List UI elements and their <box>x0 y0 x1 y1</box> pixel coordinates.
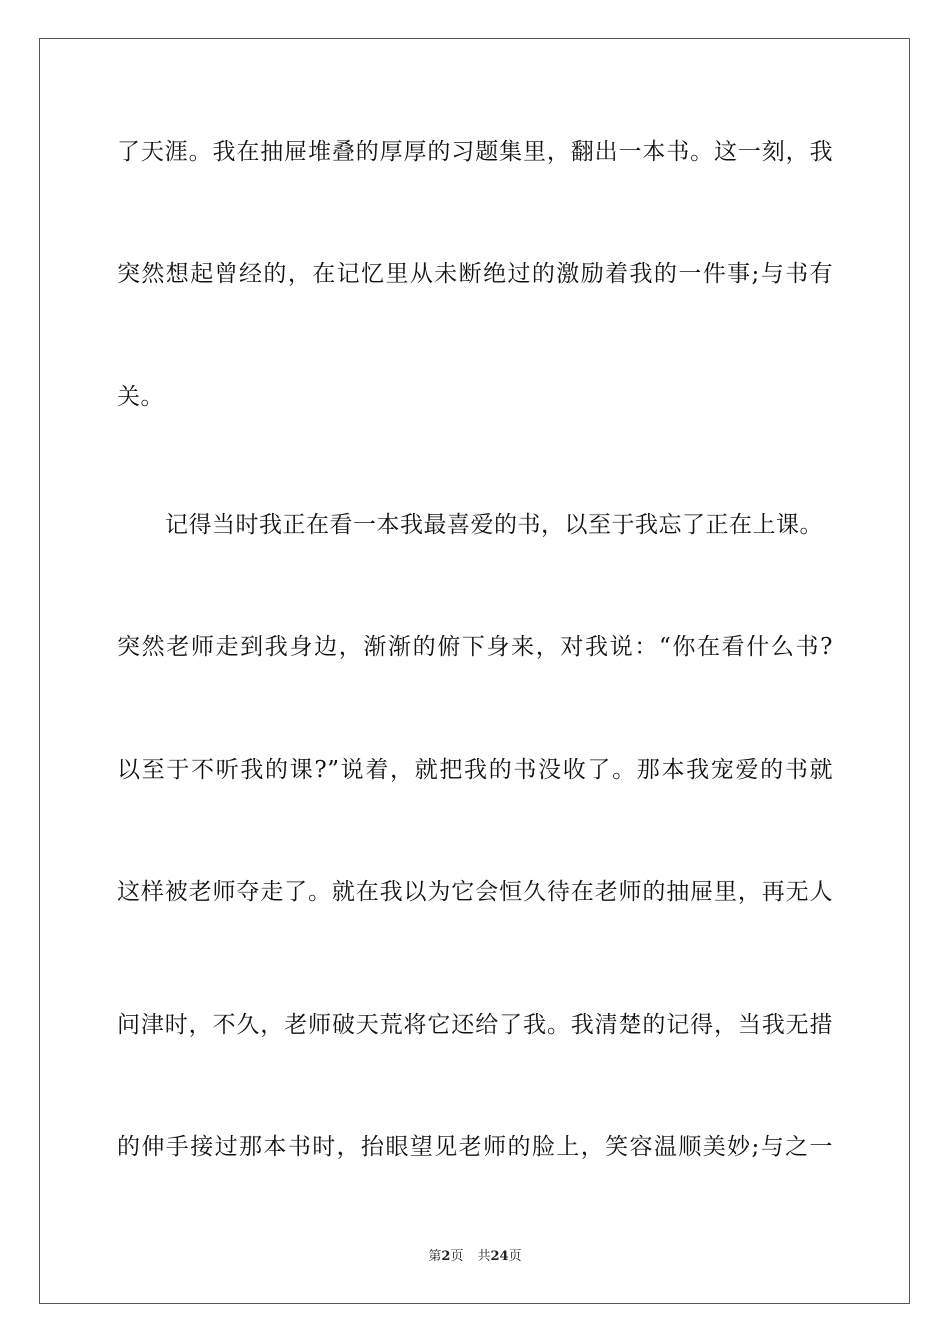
page-prefix: 第 <box>428 1249 442 1264</box>
total-prefix: 共 <box>477 1249 491 1264</box>
page-unit: 页 <box>450 1249 464 1264</box>
text-line-8: 问津时，不久，老师破天荒将它还给了我。我清楚的记得，当我无措 <box>117 1012 833 1038</box>
text-line-6: 以至于不听我的课?”说着，就把我的书没收了。那本我宠爱的书就 <box>117 757 833 783</box>
text-line-9: 的伸手接过那本书时，抬眼望见老师的脸上，笑容温顺美妙;与之一 <box>117 1134 833 1160</box>
text-line-4: 记得当时我正在看一本我最喜爱的书，以至于我忘了正在上课。 <box>165 512 823 538</box>
text-line-5: 突然老师走到我身边，渐渐的俯下身来，对我说：“你在看什么书? <box>117 634 833 660</box>
text-line-2: 突然想起曾经的，在记忆里从未断绝过的激励着我的一件事;与书有 <box>117 261 833 287</box>
text-line-1: 了天涯。我在抽屉堆叠的厚厚的习题集里，翻出一本书。这一刻，我 <box>117 139 833 165</box>
text-line-3: 关。 <box>117 384 164 410</box>
text-line-7: 这样被老师夺走了。就在我以为它会恒久待在老师的抽屉里，再无人 <box>117 879 833 905</box>
page-total: 24 <box>490 1249 509 1264</box>
page-footer <box>0 1248 950 1266</box>
page-current: 2 <box>441 1249 451 1264</box>
page-border <box>39 38 910 1304</box>
total-unit: 页 <box>508 1249 522 1264</box>
